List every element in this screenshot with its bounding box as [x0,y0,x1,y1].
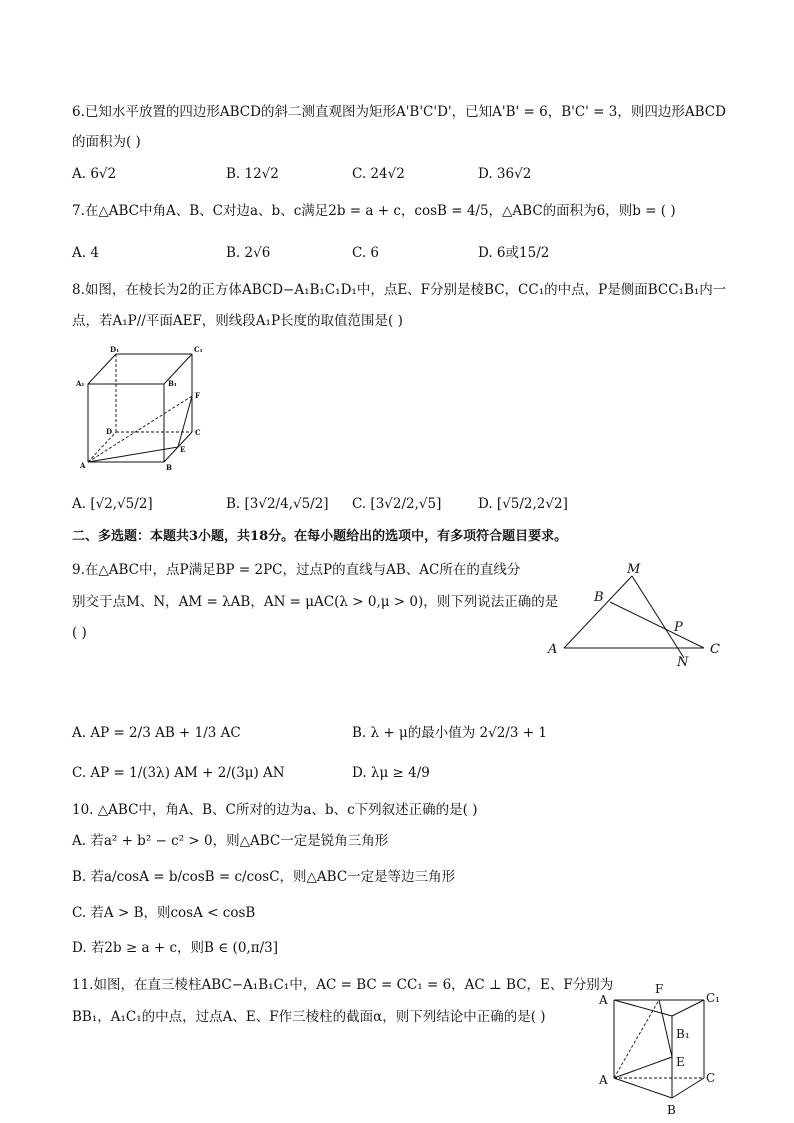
q7-option-d[interactable]: D. 6或15/2 [478,245,550,261]
q11-label-f: F [655,982,664,996]
q10-option-a[interactable]: A. 若a² + b² − c² > 0，则△ABC一定是锐角三角形 [72,833,389,849]
q8-option-a[interactable]: A. [√2,√5/2] [72,496,153,512]
q9-label-p: P [674,620,683,635]
q9-label-m: M [627,562,641,577]
q11-label-c1: C₁ [706,991,720,1005]
q11-label-a1: A [599,993,608,1007]
q11-label-c: C [706,1071,716,1085]
q8-label-c: C [195,428,201,437]
q8-label-f: F [195,391,200,400]
q9-stem-line2: 别交于点M、N，AM = λAB，AN = μAC(λ > 0,μ > 0)，则下列说法正确的是 [72,594,559,610]
q9-option-d[interactable]: D. λμ ≥ 4/9 [352,765,430,781]
q11-prism-figure [594,980,744,1118]
q10-stem: 10. △ABC中，角A、B、C所对的边为a、b、c下列叙述正确的是( ) [72,802,478,818]
q6-stem-line2: 的面积为( ) [72,134,141,150]
q8-cube-figure [72,344,212,472]
q9-label-c: C [710,642,720,657]
q6-option-b[interactable]: B. 12√2 [226,166,279,182]
q8-label-b: B [166,463,172,472]
q8-stem-line1: 8.如图，在棱长为2的正方体ABCD−A₁B₁C₁D₁中，点E、F分别是棱BC，CC₁的中点，P是侧面BCC₁B₁内一 [72,282,727,298]
q6-option-d[interactable]: D. 36√2 [478,166,532,182]
q8-label-b1: B₁ [168,379,177,388]
q6-option-c[interactable]: C. 24√2 [352,166,405,182]
q8-option-c[interactable]: C. [3√2/2,√5] [352,496,442,512]
section2-heading: 二、多选题：本题共3小题，共18分。在每小题给出的选项中，有多项符合题目要求。 [72,529,568,544]
q8-label-c1: C₁ [194,345,203,354]
q10-option-d[interactable]: D. 若2b ≥ a + c，则B ∈ (0,π/3] [72,940,278,956]
q9-option-a[interactable]: A. AP = 2/3 AB + 1/3 AC [72,725,241,741]
q9-option-c[interactable]: C. AP = 1/(3λ) AM + 2/(3μ) AN [72,765,285,781]
q11-label-a: A [599,1073,608,1087]
q11-label-b1: B₁ [676,1027,690,1041]
q8-label-d1: D₁ [110,345,120,354]
q7-stem: 7.在△ABC中角A、B、C对边a、b、c满足2b = a + c，cosB = 4/5，△ABC的面积为6，则b = ( ) [72,203,676,219]
q11-label-e: E [676,1055,685,1069]
q6-option-a[interactable]: A. 6√2 [72,166,117,182]
q9-option-b[interactable]: B. λ + μ的最小值为 2√2/3 + 1 [352,725,547,741]
q8-stem-line2: 点，若A₁P//平面AEF，则线段A₁P长度的取值范围是( ) [72,313,403,329]
q8-label-d: D [106,427,113,436]
q8-label-e: E [180,445,186,454]
q9-label-n: N [677,655,689,668]
q9-label-b: B [594,590,604,605]
q11-stem-line2: BB₁，A₁C₁的中点，过点A、E、F作三棱柱的截面α，则下列结论中正确的是( ) [72,1009,546,1025]
q9-stem-line1: 9.在△ABC中，点P满足BP = 2PC，过点P的直线与AB、AC所在的直线分 [72,562,521,578]
q8-option-d[interactable]: D. [√5/2,2√2] [478,496,568,512]
q7-option-c[interactable]: C. 6 [352,245,380,261]
q6-stem-line1: 6.已知水平放置的四边形ABCD的斜二测直观图为矩形A'B'C'D'，已知A'B' = 6，B'C' = 3，则四边形ABCD [72,104,726,120]
q8-label-a: A [80,461,86,470]
q10-option-c[interactable]: C. 若A > B，则cosA < cosB [72,905,256,921]
q11-label-b: B [667,1103,676,1117]
q9-stem-line3: ( ) [72,625,87,641]
q9-label-a: A [548,642,558,657]
q10-option-b[interactable]: B. 若a/cosA = b/cosB = c/cosC，则△ABC一定是等边三角形 [72,869,456,885]
q11-stem-line1: 11.如图，在直三棱柱ABC−A₁B₁C₁中，AC = BC = CC₁ = 6，AC ⊥ BC，E、F分别为 [72,977,614,993]
q8-label-a1: A₁ [76,379,85,388]
q8-option-b[interactable]: B. [3√2/4,√5/2] [226,496,329,512]
q7-option-a[interactable]: A. 4 [72,245,99,261]
q9-triangle-figure [544,558,724,668]
q7-option-b[interactable]: B. 2√6 [226,245,271,261]
